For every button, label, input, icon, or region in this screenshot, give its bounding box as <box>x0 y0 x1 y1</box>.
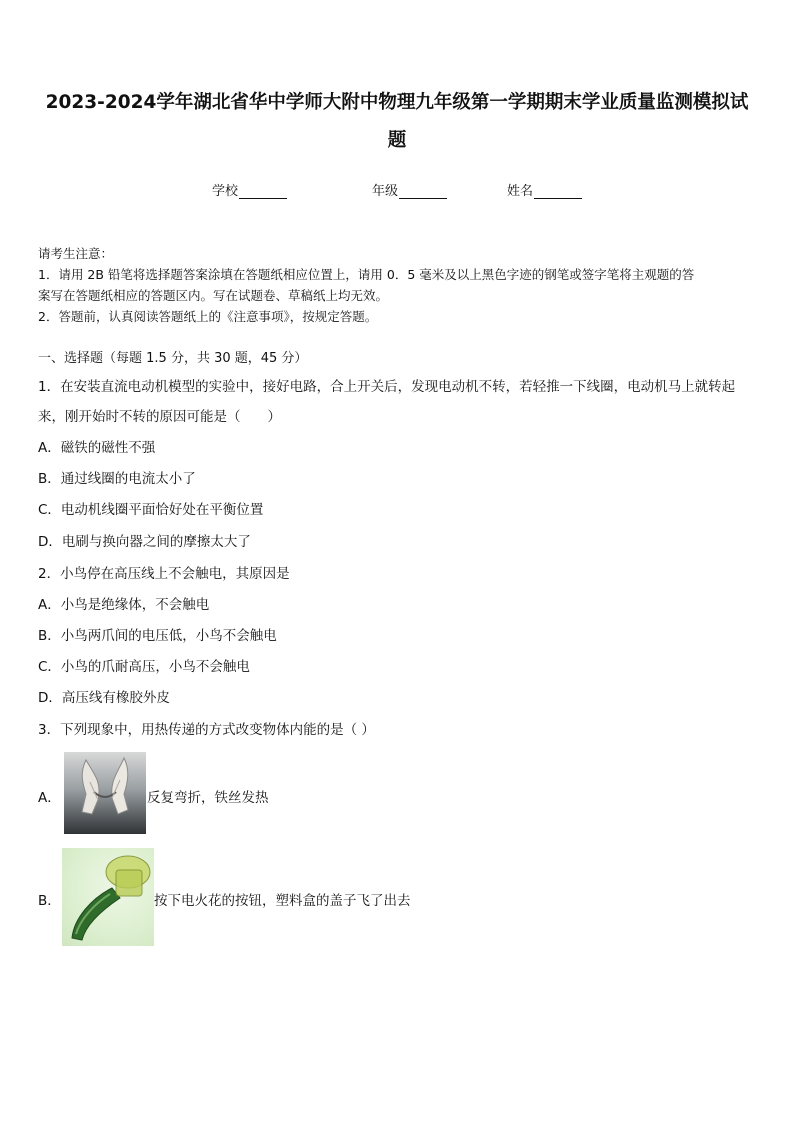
exam-title <box>30 84 764 160</box>
title-line-1: 2023-2024学年湖北省华中学师大附中物理九年级第一学期期末学业质量监测模拟试 <box>45 92 749 113</box>
notice-item-2: 2．答题前，认真阅读答题纸上的《注意事项》，按规定答题。 <box>38 309 378 324</box>
school-label: 学校 <box>212 184 239 199</box>
q2-option-a: A．小鸟是绝缘体，不会触电 <box>38 597 210 613</box>
q3-option-a-text: 反复弯折，铁丝发热 <box>147 790 269 806</box>
name-label: 姓名 <box>507 184 534 199</box>
q3-stem: 3．下列现象中，用热传递的方式改变物体内能的是（ ） <box>38 722 375 738</box>
notice-heading: 请考生注意： <box>38 246 114 261</box>
section-heading: 一、选择题（每题 1.5 分，共 30 题，45 分） <box>38 351 308 366</box>
notice-item-1b: 案写在答题纸相应的答题区内。写在试题卷、草稿纸上均无效。 <box>38 288 389 303</box>
grade-field <box>372 180 447 199</box>
grade-blank <box>399 184 447 199</box>
school-blank <box>239 184 287 199</box>
name-field <box>507 180 582 199</box>
title-line-2: 题 <box>387 130 407 151</box>
name-blank <box>534 184 582 199</box>
q3-option-a-label: A． <box>38 790 61 806</box>
hands-bending-wire-icon <box>64 752 146 834</box>
notice-item-1a: 1．请用 2B 铅笔将选择题答案涂填在答题纸相应位置上，请用 0．5 毫米及以上黑色字迹的钢笔或签字笔将主观题的答 <box>38 267 695 282</box>
q3-option-b-label: B． <box>38 893 61 909</box>
q2-option-d: D．高压线有橡胶外皮 <box>38 690 170 706</box>
spark-igniter-icon <box>62 848 154 946</box>
q1-option-a: A．磁铁的磁性不强 <box>38 440 156 456</box>
q1-option-d: D．电刷与换向器之间的摩擦太大了 <box>38 534 251 550</box>
q1-option-b: B．通过线圈的电流太小了 <box>38 471 196 487</box>
q1-option-c: C．电动机线圈平面恰好处在平衡位置 <box>38 502 264 518</box>
q3-option-b-text: 按下电火花的按钮，塑料盒的盖子飞了出去 <box>154 893 411 909</box>
q2-stem: 2．小鸟停在高压线上不会触电，其原因是 <box>38 566 290 582</box>
q2-option-b: B．小鸟两爪间的电压低，小鸟不会触电 <box>38 628 277 644</box>
bending-wire-image <box>64 752 146 834</box>
candidate-notice <box>38 243 762 327</box>
spark-igniter-image <box>62 848 154 946</box>
q2-option-c: C．小鸟的爪耐高压，小鸟不会触电 <box>38 659 250 675</box>
student-info-row <box>0 180 794 200</box>
q1-stem-b: 来，刚开始时不转的原因可能是（ ） <box>38 409 281 425</box>
grade-label: 年级 <box>372 184 399 199</box>
q1-stem-a: 1．在安装直流电动机模型的实验中，接好电路，合上开关后，发现电动机不转，若轻推一下线圈，电动机马上就转起 <box>38 379 736 395</box>
school-field <box>212 180 287 199</box>
